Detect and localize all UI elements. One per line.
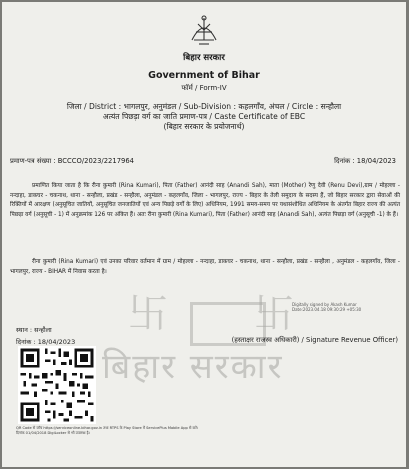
residence-paragraph: रीना कुमारी (Rina Kumari) एवं उनका परिवार वर्तमान में ग्राम / मोहल्ला - नन्दाहा, डाकघर - चकनाथ, थाना - सन्हौला, प्रखंड - सन्हौला , अनुमंडल - कहलगाँव, जिला - भागलपुर, राज्य - BIHAR में निवास करता है। xyxy=(10,259,400,275)
qr-code-icon[interactable] xyxy=(18,346,96,424)
swastika-watermark-icon: 卐 xyxy=(254,291,294,337)
certificate-number: प्रमाण-पत्र संख्या : BCCCO/2023/2217964 xyxy=(10,157,134,165)
digital-signature xyxy=(292,302,361,312)
issue-date: दिनांक : 18/04/2023 xyxy=(334,157,396,165)
officer-signature-label: (हस्ताक्षर राजस्व अधिकारी) / Signature Revenue Officer) xyxy=(231,336,398,344)
swastika-watermark-icon: 卐 xyxy=(128,291,168,337)
certificate-subtitle: (बिहार सरकार के प्रयोजनार्थ) xyxy=(163,122,245,131)
footer-date: दिनांक : 18/04/2023 xyxy=(16,338,76,346)
certificate-sheet xyxy=(2,2,406,467)
form-number: फॉर्म / Form-IV xyxy=(181,84,227,92)
place: स्थान : सन्हौला xyxy=(16,326,52,334)
bihar-emblem-icon xyxy=(184,10,224,50)
sign-date: Date:2023.04.18 09:30:29 +05:30 xyxy=(292,307,362,312)
watermark-text: बिहार सरकार xyxy=(102,347,284,387)
verification-note xyxy=(16,426,216,436)
sign-line: Digitally signed by Akash Kumar xyxy=(292,302,357,307)
dept-english: Government of Bihar xyxy=(148,70,260,81)
dept-hindi: बिहार सरकार xyxy=(183,53,225,63)
certificate-body-paragraph: प्रमाणित किया जाता है कि रीना कुमारी (Rina Kumari), पिता (Father) आनंदी साह (Anandi Sah), माता (Mother) रेणु देवी (Renu Devi),ग्राम / मोहल्ला - नन्दाहा, डाकघर - चकनाथ, थाना - सन्हौला, प्रखंड - सन्हौला, अनुमंडल - कहलगाँव, जिला - भागलपुर, राज्य - बिहार के तेली समुदाय के सदस्य हैं, जो बिहार सरकार द्वारा सेवाओं की रिक्तियों में आरक्षण (अनुसूचित जातियों, अनुसूचित जनजातियों एवं अन्य पिछड़े वर्गों के लिए) अधिनियम, 1991 समय-समय पर यथासंशोधित अधिनियम के अंतर्गत बिहार राज्य की अत्यंत पिछड़ा वर्ग (अनुसूची - 1) में अनुक्रमांक 126 पर अंकित हैं। अतः रीना कुमारी (Rina Kumari), पिता (Father) आनंदी साह (Anandi Sah), अत्यंत पिछड़ा वर्ग (अनुसूची -1) के हैं। xyxy=(10,183,400,218)
note-line: QR Code से जाँच https://serviceonline.bihar.gov.in तथा RTPS के Play Store में ServicePlus Mobile App से करें। xyxy=(16,426,199,430)
certificate-title: अत्यंत पिछड़ा वर्ग का जाति प्रमाण-पत्र / Caste Certificate of EBC xyxy=(102,112,306,121)
location-line: जिला / District : भागलपुर, अनुमंडल / Sub-Division : कहलगाँव, अंचल / Circle : सन्हौला xyxy=(66,102,342,111)
note-line: दिनांक 01/04/2018 DigiLocker से भी उपलब्ध है। xyxy=(16,431,90,435)
